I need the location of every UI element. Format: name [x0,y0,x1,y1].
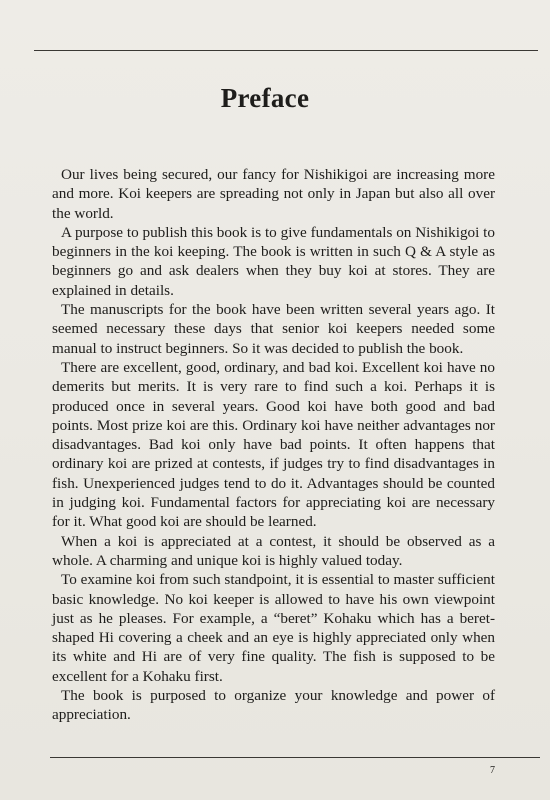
paragraph: The book is purposed to organize your knowledge and power of appreciation. [52,687,495,724]
top-rule [34,50,538,51]
bottom-rule [50,757,540,758]
paragraph: The manuscripts for the book have been written several years ago. It seemed necessary these days that senior koi keepers needed some manual to instruct beginners. So it was decided to publish the book. [52,301,495,357]
paragraph: When a koi is appreciated at a contest, it should be observed as a whole. A charming and unique koi is highly valued today. [52,532,495,569]
paragraph: A purpose to publish this book is to give fundamentals on Nishikigoi to beginners in the koi keeping. The book is written in such Q & A style as beginners go and ask dealers when they buy koi at stores. They are explained in details. [52,223,495,299]
page-title: Preface [220,83,310,113]
paragraph: There are excellent, good, ordinary, and bad koi. Excellent koi have no demerits but merits. It is very rare to find such a koi. Perhaps it is produced once in several years. Good koi have both good and bad points. Most prize koi are this. Ordinary koi have neither advantages nor disadvantages. Bad koi only have bad points. It often happens that ordinary koi are prized at contests, if judges try to find disadvantages in fish. Unexperienced judges tend to do it. Advantages should be counted in judging koi. Fundamental factors for appreciating koi are necessary for it. What good koi are should be learned. [52,358,495,531]
paragraph: To examine koi from such standpoint, it is essential to master sufficient basic knowledge. No koi keeper is allowed to have his own viewpoint just as he pleases. For example, a “beret” Kohaku which has a beret-shaped Hi covering a cheek and an eye is highly appreciated only when its white and Hi are of very fine quality. The fish is supposed to be excellent for a Kohaku first. [52,571,495,685]
preface-body [52,165,495,725]
paragraph: Our lives being secured, our fancy for Nishikigoi are increasing more and more. Koi keepers are spreading not only in Japan but also all over the world. [52,166,495,222]
page-number: 7 [490,765,495,776]
